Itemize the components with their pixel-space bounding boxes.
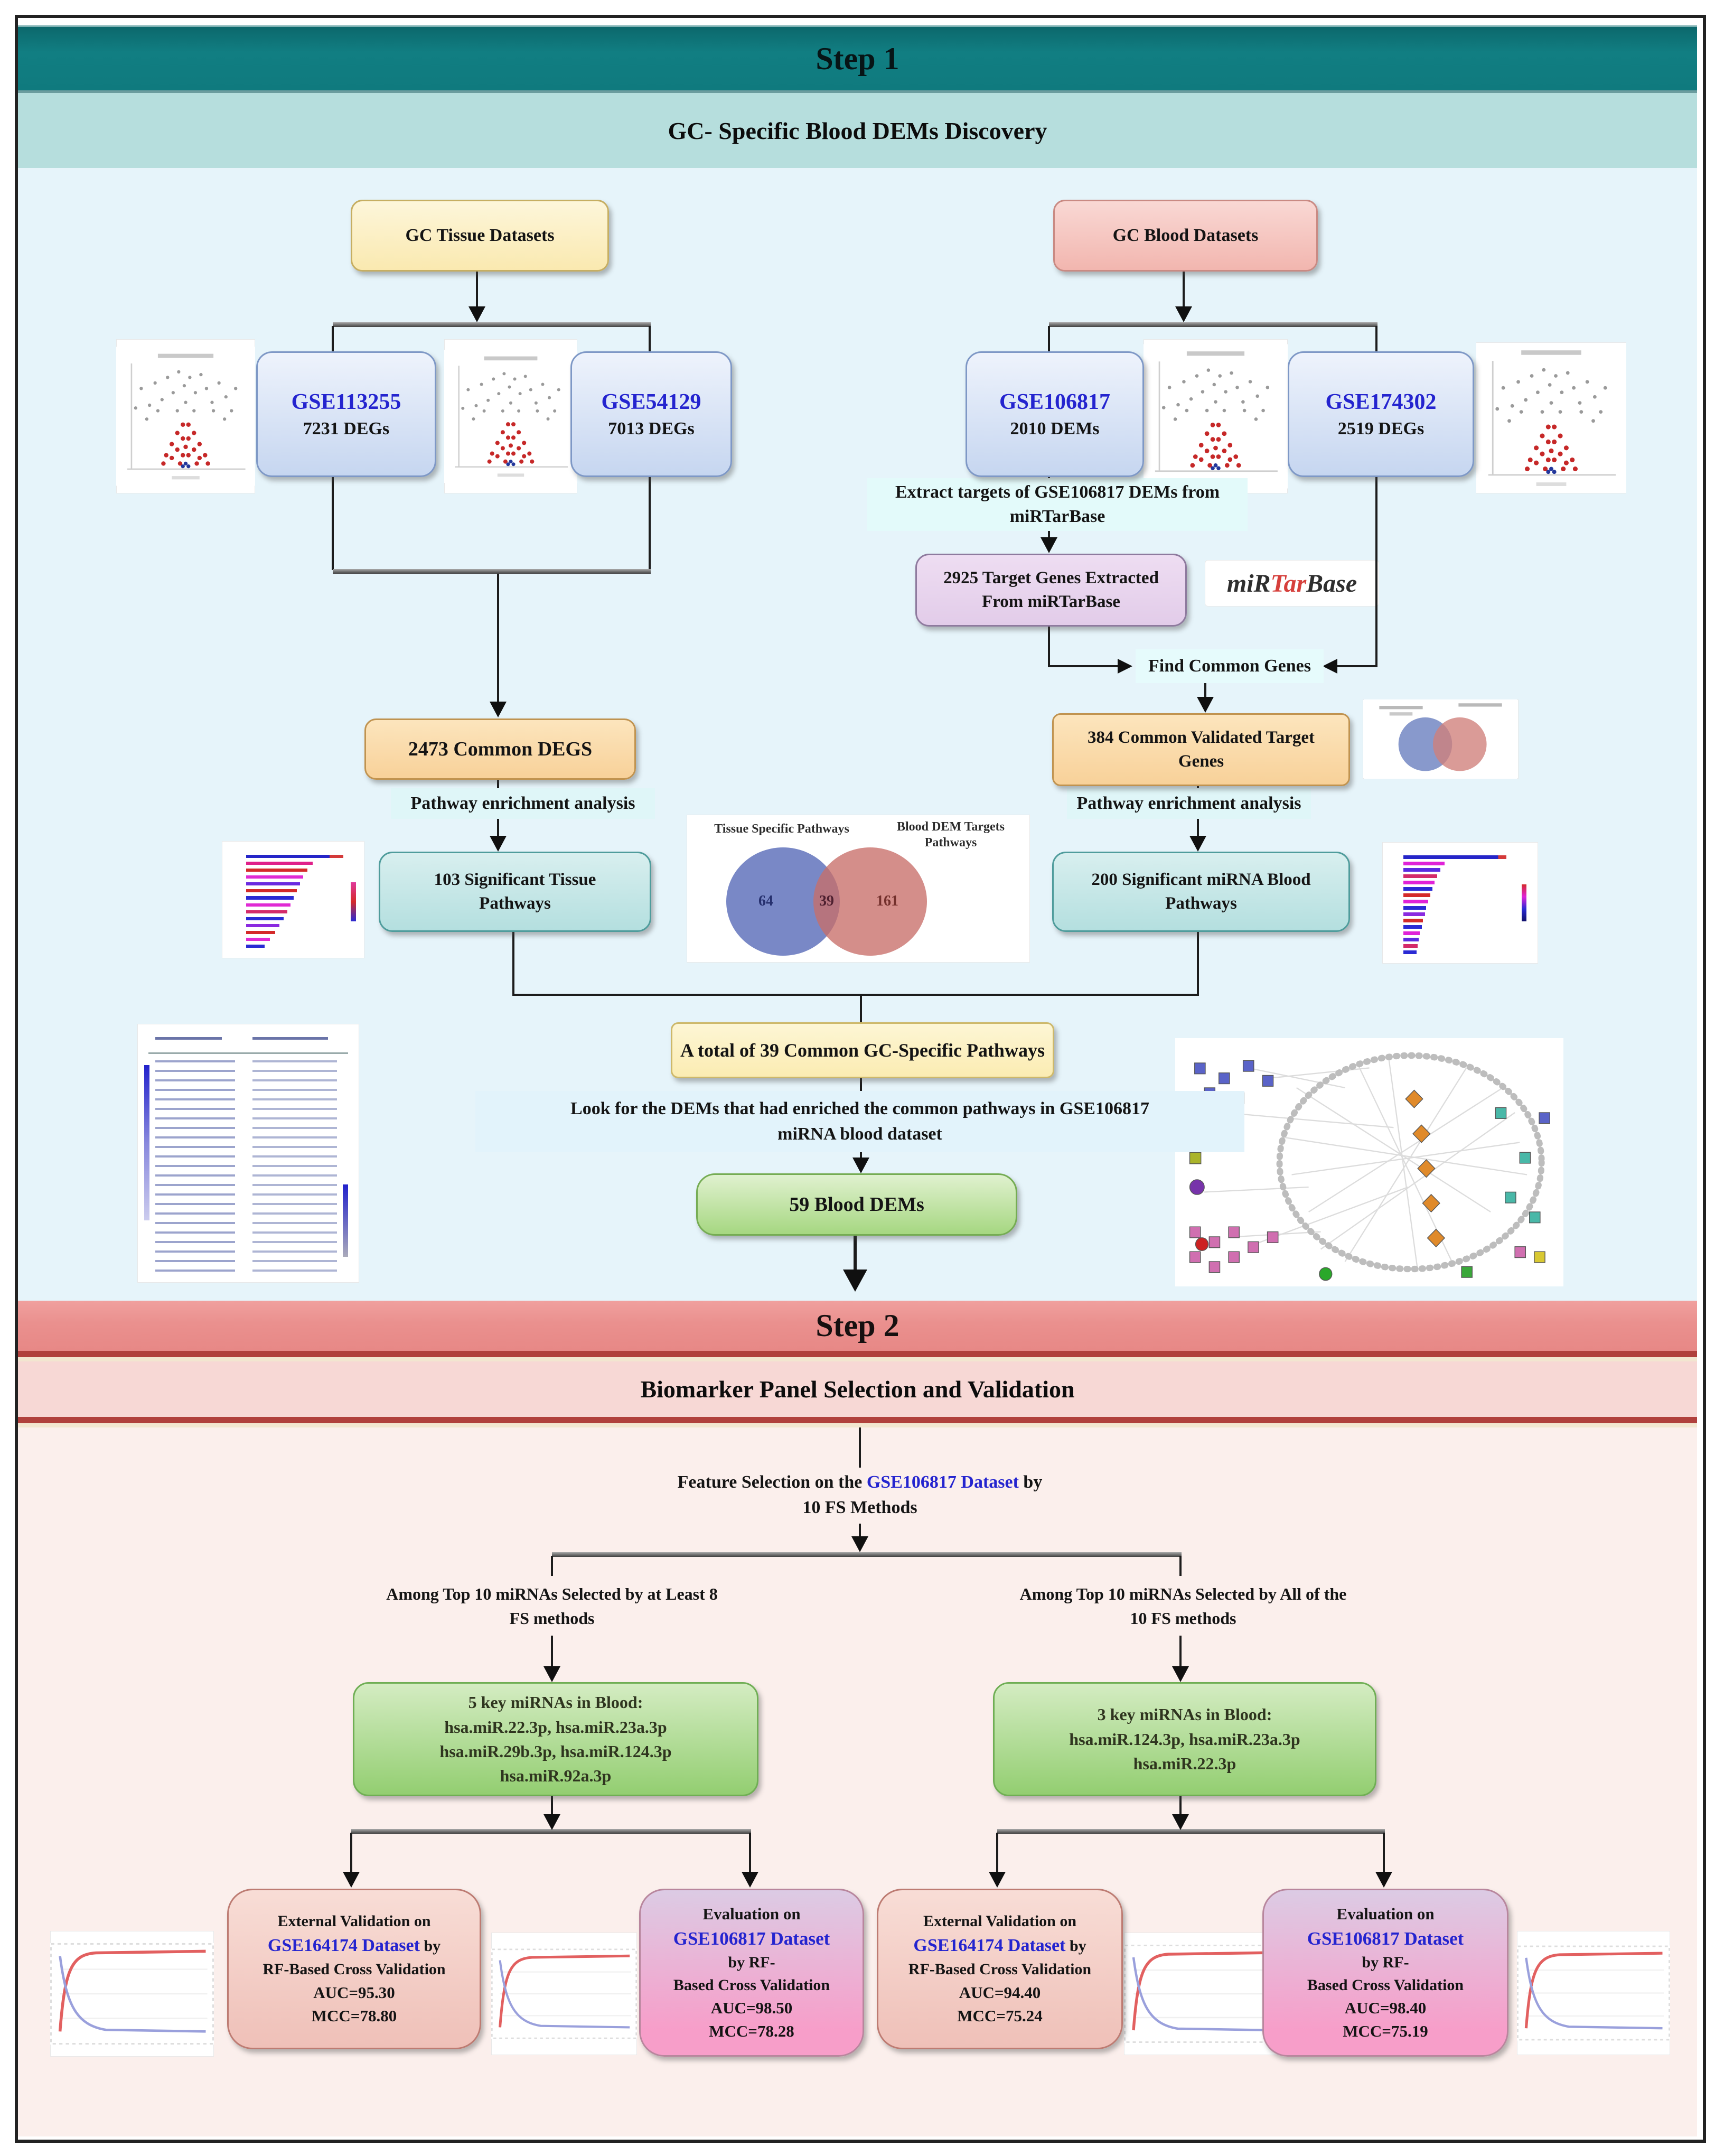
connector	[1383, 1833, 1385, 1873]
venn-left-label: Tissue Specific Pathways	[714, 822, 849, 836]
common-validated-line1: 384 Common Validated Target	[1088, 728, 1315, 748]
table-text-column	[155, 1060, 235, 1273]
arrowhead	[1375, 1872, 1392, 1888]
evaluation-box-1	[639, 1889, 864, 2057]
evaluation-box-2	[1262, 1889, 1508, 2057]
arrowhead	[852, 1158, 869, 1173]
feature-selection-text	[592, 1468, 1128, 1523]
connector	[1048, 623, 1050, 667]
val-a-line1: External Validation on	[277, 1912, 431, 1930]
eval-b-mcc: MCC=78.28	[709, 2022, 794, 2041]
table-header-line	[155, 1037, 222, 1040]
roc-curve-image	[50, 1931, 214, 2057]
connector	[552, 1552, 1182, 1557]
bar-chart-legend	[1522, 884, 1526, 921]
connector	[1179, 1793, 1182, 1815]
bar	[1403, 931, 1420, 935]
val-a-line3: RF-Based Cross Validation	[263, 1961, 446, 1978]
venn-right-label-line2: Pathways	[924, 836, 977, 850]
bar	[246, 875, 303, 879]
gse174302-name: GSE174302	[1325, 390, 1437, 414]
venn-thumbnail-image	[1363, 699, 1519, 779]
eval-d-dataset: GSE106817 Dataset	[1307, 1928, 1464, 1949]
blood-dems-label: 59 Blood DEMs	[789, 1193, 924, 1216]
key3-line3: hsa.miR.22.3p	[1133, 1754, 1236, 1774]
arrowhead	[1172, 1814, 1189, 1830]
arrowhead	[343, 1872, 360, 1888]
arrowhead	[543, 1814, 560, 1830]
mirna-network-thumbnail	[1175, 1038, 1563, 1286]
step1-subtitle-band	[18, 93, 1697, 168]
common-pathways-label: A total of 39 Common GC-Specific Pathways	[680, 1040, 1045, 1061]
blood-pathways-box	[1052, 852, 1350, 932]
connector	[333, 569, 651, 574]
common-degs-label: 2473 Common DEGS	[408, 738, 593, 760]
connector	[859, 1524, 861, 1537]
arrowhead	[742, 1872, 758, 1888]
tissue-pathways-box	[379, 852, 651, 932]
key5-line2: hsa.miR.22.3p, hsa.miR.23a.3p	[444, 1717, 667, 1737]
blood-pathways-line1: 200 Significant miRNA Blood	[1091, 870, 1311, 890]
key-mirnas-3-box	[993, 1682, 1376, 1796]
gc-tissue-datasets-label: GC Tissue Datasets	[405, 226, 555, 245]
bar	[1403, 950, 1417, 954]
blood-dems-box	[696, 1173, 1017, 1236]
arrowhead	[1172, 1666, 1189, 1682]
extract-targets-line2: miRTarBase	[1009, 507, 1105, 526]
venn-right-label	[882, 819, 1019, 851]
connector	[1375, 474, 1377, 667]
arrowhead	[1323, 659, 1337, 674]
arrowhead	[543, 1666, 560, 1682]
bar	[1403, 900, 1428, 903]
connector	[997, 1829, 1385, 1834]
eval-b-line4: Based Cross Validation	[673, 1976, 830, 1994]
bar	[1403, 919, 1423, 922]
val-c-line1: External Validation on	[923, 1912, 1077, 1930]
bar-chart-legend	[351, 882, 356, 921]
connector	[512, 929, 514, 996]
connector	[333, 322, 651, 327]
feature-selection-line2: 10 FS Methods	[802, 1498, 917, 1517]
mirtarbase-logo-accent: Tar	[1270, 569, 1307, 598]
key3-line2: hsa.miR.124.3p, hsa.miR.23a.3p	[1069, 1729, 1300, 1749]
bar	[246, 917, 284, 920]
connector	[1197, 819, 1199, 836]
gc-tissue-datasets-box	[351, 200, 609, 272]
connector	[332, 474, 334, 570]
connector	[551, 1636, 553, 1667]
connector	[854, 1233, 857, 1271]
gse106817-count: 2010 DEMs	[1010, 419, 1100, 438]
pathway-enrichment-left	[391, 788, 655, 819]
step2-divider-cream-1	[18, 1357, 1697, 1361]
gse113255-box	[256, 351, 436, 477]
connector	[859, 1427, 861, 1468]
val-a-auc: AUC=95.30	[313, 1983, 395, 2002]
feature-selection-prefix: Feature Selection on the	[677, 1472, 867, 1492]
gse106817-box	[966, 351, 1144, 477]
bar	[246, 882, 300, 885]
venn-left-value: 64	[758, 893, 773, 909]
look-line2: miRNA blood dataset	[777, 1124, 942, 1144]
gc-blood-datasets-box	[1053, 200, 1318, 272]
gse54129-box	[570, 351, 732, 477]
extract-targets-text	[867, 478, 1248, 531]
bar	[246, 931, 275, 934]
step2-title-band	[18, 1301, 1697, 1357]
eval-b-line3: by RF-	[728, 1954, 775, 1972]
mirtarbase-logo-panel	[1205, 560, 1379, 606]
step2-subtitle-band	[18, 1361, 1697, 1423]
roc-curve-image	[1517, 1931, 1670, 2055]
look-for-dems-text	[475, 1091, 1244, 1152]
tissue-pathways-line1: 103 Significant Tissue	[434, 870, 596, 890]
bar-chart-thumbnail-right	[1382, 842, 1538, 964]
common-validated-genes-box	[1052, 713, 1350, 786]
val-c-auc: AUC=94.40	[959, 1983, 1041, 2002]
volcano-plot-thumbnail	[1476, 342, 1626, 493]
target-genes-box	[915, 554, 1187, 627]
branch-right-text	[980, 1579, 1386, 1634]
find-common-genes-label: Find Common Genes	[1148, 656, 1311, 676]
connector	[551, 1793, 553, 1815]
val-a-line2	[268, 1933, 441, 1958]
bar	[1403, 925, 1422, 929]
branch-left-text	[325, 1579, 779, 1634]
bar	[246, 869, 307, 872]
pathway-enrichment-right-label: Pathway enrichment analysis	[1076, 794, 1301, 813]
find-common-genes-text	[1136, 649, 1324, 683]
table-color-scale	[343, 1184, 348, 1257]
table-header-line	[252, 1037, 328, 1040]
connector	[1048, 326, 1050, 352]
bar	[246, 896, 294, 899]
bar	[246, 938, 270, 941]
connector	[1337, 665, 1376, 667]
bar	[1403, 874, 1437, 878]
key-mirnas-5-box	[353, 1682, 758, 1796]
eval-d-line4: Based Cross Validation	[1307, 1976, 1464, 1994]
val-a-after-dataset: by	[419, 1937, 441, 1955]
connector	[996, 1833, 998, 1873]
venn-right-value: 161	[876, 893, 898, 909]
volcano-plot-thumbnail	[1144, 339, 1288, 493]
bar	[1403, 855, 1506, 859]
arrowhead	[1175, 306, 1192, 322]
eval-d-line3: by RF-	[1362, 1954, 1409, 1972]
pathway-venn-diagram	[687, 815, 1030, 963]
val-a-dataset: GSE164174 Dataset	[267, 1935, 420, 1955]
val-c-dataset: GSE164174 Dataset	[913, 1935, 1066, 1955]
feature-selection-line1	[678, 1470, 1043, 1495]
bar	[246, 945, 265, 948]
mirtarbase-logo-prefix: miR	[1226, 569, 1271, 598]
key3-line1: 3 key miRNAs in Blood:	[1097, 1705, 1272, 1724]
gse113255-name: GSE113255	[291, 390, 401, 414]
arrowhead	[1041, 537, 1057, 553]
gc-blood-datasets-label: GC Blood Datasets	[1112, 226, 1259, 245]
external-validation-box-2	[877, 1889, 1123, 2049]
volcano-plot-image	[444, 339, 577, 493]
gse106817-name: GSE106817	[999, 390, 1111, 414]
bar	[1403, 944, 1418, 948]
eval-b-dataset: GSE106817 Dataset	[673, 1928, 830, 1949]
connector	[497, 574, 499, 702]
common-degs-box	[364, 718, 636, 780]
val-c-mcc: MCC=75.24	[957, 2006, 1043, 2025]
bar	[1403, 887, 1432, 891]
connector	[350, 1833, 352, 1873]
volcano-plot-image	[1144, 339, 1288, 493]
gse54129-name: GSE54129	[601, 390, 701, 414]
table-text-column	[252, 1060, 337, 1273]
connector	[1049, 665, 1118, 667]
volcano-plot-image	[1476, 342, 1626, 493]
gse174302-box	[1288, 351, 1474, 477]
eval-d-line1: Evaluation on	[1336, 1904, 1435, 1923]
volcano-plot-thumbnail	[444, 339, 577, 493]
arrowhead	[989, 1872, 1006, 1888]
gse174302-count: 2519 DEGs	[1337, 419, 1425, 438]
mirna-network-image	[1175, 1038, 1563, 1286]
step1-title: Step 1	[816, 41, 899, 76]
connector	[1197, 929, 1199, 996]
key5-line1: 5 key miRNAs in Blood:	[468, 1693, 643, 1712]
step1-title-band	[18, 25, 1697, 93]
eval-b-line1: Evaluation on	[702, 1904, 801, 1923]
arrowhead	[1197, 697, 1214, 713]
connector	[332, 326, 334, 352]
pathway-enrichment-right	[1067, 788, 1311, 819]
eval-b-auc: AUC=98.50	[710, 1999, 793, 2018]
venn-thumbnail	[1363, 699, 1519, 779]
arrowhead	[490, 702, 507, 717]
step1-subtitle: GC- Specific Blood DEMs Discovery	[668, 117, 1047, 144]
connector	[512, 994, 1199, 996]
bar	[1403, 862, 1445, 865]
connector	[497, 819, 499, 836]
bar	[246, 862, 313, 865]
bar	[246, 910, 287, 913]
branch-left-line2: FS methods	[509, 1609, 595, 1628]
tissue-pathways-line2: Pathways	[479, 894, 551, 913]
volcano-plot-image	[116, 339, 255, 493]
volcano-plot-thumbnail	[116, 339, 255, 493]
target-genes-line2: From miRTarBase	[982, 592, 1120, 611]
arrowhead	[843, 1270, 867, 1292]
extract-targets-line1: Extract targets of GSE106817 DEMs from	[895, 482, 1220, 502]
step2-subtitle: Biomarker Panel Selection and Validation	[640, 1376, 1075, 1403]
gse113255-count: 7231 DEGs	[303, 419, 390, 438]
step2-divider-cream-2	[18, 1423, 1697, 1427]
roc-curve-thumbnail	[1517, 1931, 1670, 2055]
feature-selection-dataset: GSE106817 Dataset	[866, 1472, 1019, 1492]
roc-curve-thumbnail	[1124, 1933, 1282, 2055]
connector	[1179, 1556, 1182, 1576]
connector	[1375, 326, 1377, 352]
target-genes-line1: 2925 Target Genes Extracted	[943, 568, 1159, 588]
bar-chart-bars	[1382, 842, 1538, 964]
arrowhead	[1189, 836, 1206, 852]
common-pathways-box	[671, 1022, 1054, 1078]
table-rule	[148, 1052, 348, 1054]
eval-d-auc: AUC=98.40	[1344, 1999, 1427, 2018]
connector	[1204, 683, 1206, 698]
connector	[860, 996, 862, 1022]
table-color-scale	[144, 1065, 149, 1220]
blood-pathways-line2: Pathways	[1165, 894, 1237, 913]
val-c-line2	[913, 1933, 1086, 1958]
bar	[246, 903, 290, 907]
bar	[1403, 906, 1426, 910]
step2-title: Step 2	[816, 1308, 899, 1343]
bar	[1403, 938, 1419, 941]
pathway-enrichment-left-label: Pathway enrichment analysis	[410, 794, 635, 813]
roc-curve-image	[1124, 1933, 1282, 2055]
feature-selection-suffix: by	[1018, 1472, 1043, 1492]
key5-line3: hsa.miR.29b.3p, hsa.miR.124.3p	[439, 1742, 672, 1761]
branch-right-line1: Among Top 10 miRNAs Selected by All of the	[1019, 1584, 1347, 1603]
connector	[551, 1556, 553, 1576]
mirtarbase-logo-suffix: Base	[1306, 569, 1357, 598]
arrowhead	[468, 306, 485, 322]
arrowhead	[490, 836, 507, 852]
key5-line4: hsa.miR.92a.3p	[500, 1766, 612, 1786]
bar	[1403, 868, 1440, 872]
connector	[476, 268, 478, 307]
external-validation-box-1	[227, 1889, 481, 2049]
connector	[1179, 1636, 1182, 1667]
arrowhead	[851, 1536, 868, 1552]
venn-overlap-value: 39	[819, 893, 834, 909]
venn-right-label-line1: Blood DEM Targets	[896, 820, 1005, 834]
bar-chart-bars	[222, 841, 364, 958]
bar	[1403, 881, 1435, 884]
pathway-table-thumbnail	[137, 1024, 359, 1283]
bar	[1403, 893, 1430, 897]
arrowhead	[1118, 659, 1132, 674]
bar	[246, 924, 279, 927]
bar	[246, 855, 343, 858]
connector	[649, 474, 651, 570]
branch-left-line1: Among Top 10 miRNAs Selected by at Least 8	[386, 1584, 718, 1603]
eval-d-mcc: MCC=75.19	[1343, 2022, 1428, 2041]
bar	[246, 889, 297, 892]
roc-curve-thumbnail	[491, 1933, 637, 2055]
bar	[1403, 912, 1425, 916]
bar-chart-thumbnail-left	[222, 841, 364, 958]
val-c-line3: RF-Based Cross Validation	[908, 1961, 1092, 1978]
branch-right-line2: 10 FS methods	[1130, 1609, 1236, 1628]
val-c-after-dataset: by	[1065, 1937, 1086, 1955]
common-validated-line2: Genes	[1178, 752, 1224, 771]
connector	[1049, 322, 1377, 327]
look-line1: Look for the DEMs that had enriched the common pathways in GSE106817	[570, 1099, 1149, 1119]
connector	[649, 326, 651, 352]
connector	[749, 1833, 751, 1873]
connector	[1183, 268, 1185, 307]
val-a-mcc: MCC=78.80	[311, 2006, 397, 2025]
gse54129-count: 7013 DEGs	[608, 419, 695, 438]
roc-curve-image	[491, 1933, 637, 2055]
roc-curve-thumbnail	[50, 1931, 214, 2057]
